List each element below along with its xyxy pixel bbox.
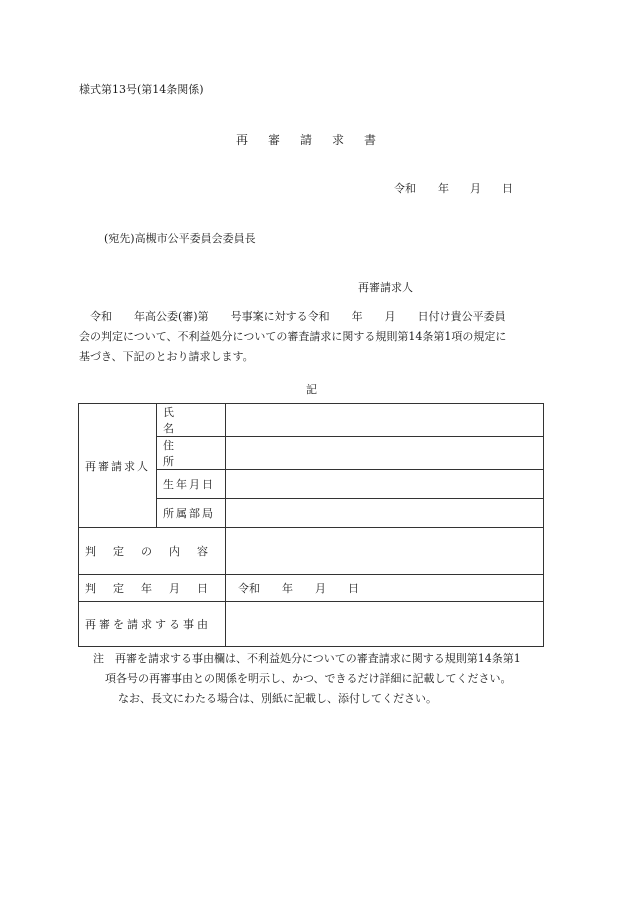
address-label: 住所 (157, 437, 226, 470)
note-line-3: なお、長文にわたる場合は、別紙に記載し、添付してください。 (118, 692, 437, 705)
table-row (79, 602, 544, 647)
addressee: (宛先)高槻市公平委員会委員長 (104, 232, 256, 245)
body-text (79, 307, 551, 367)
date-year: 年 (438, 182, 449, 195)
requester-label: 再審請求人 (358, 281, 413, 294)
note-line-2: 項各号の再審事由との関係を明示し、かつ、できるだけ詳細に記載してください。 (105, 672, 512, 685)
name-label: 氏名 (157, 404, 226, 437)
reason-field[interactable] (226, 602, 544, 647)
document-title: 再審請求書 (236, 133, 397, 147)
body-line-2: 会の判定について、不利益処分についての審査請求に関する規則第14条第1項の規定に (79, 330, 507, 343)
requester-group-label: 再審請求人 (79, 404, 157, 528)
date-month: 月 (470, 182, 481, 195)
judgment-date-label: 判定年月日 (79, 575, 226, 602)
reason-label: 再審を請求する事由 (79, 602, 226, 647)
body-line-3: 基づき、下記のとおり請求します。 (79, 350, 254, 363)
date-era: 令和 (394, 182, 416, 195)
request-form-table (78, 403, 544, 647)
table-row (79, 528, 544, 575)
body-line-1: 令和 年高公委(審)第 号事案に対する令和 年 月 日付け貴公平委員 (90, 310, 506, 323)
note-text (93, 649, 553, 709)
table-row (79, 575, 544, 602)
department-label: 所属部局 (157, 499, 226, 528)
birthdate-field[interactable] (226, 470, 544, 499)
table-row (79, 404, 544, 437)
name-field[interactable] (226, 404, 544, 437)
note-line-1: 注 再審を請求する事由欄は、不利益処分についての審査請求に関する規則第14条第1 (93, 652, 521, 665)
date-line (394, 180, 513, 196)
ki-label: 記 (306, 383, 317, 396)
judgment-content-field[interactable] (226, 528, 544, 575)
judgment-date-field[interactable]: 令和 年 月 日 (226, 575, 544, 602)
birthdate-label: 生年月日 (157, 470, 226, 499)
judgment-content-label: 判定の内容 (79, 528, 226, 575)
date-day: 日 (502, 182, 513, 195)
address-field[interactable] (226, 437, 544, 470)
department-field[interactable] (226, 499, 544, 528)
form-number: 様式第13号(第14条関係) (79, 83, 204, 96)
